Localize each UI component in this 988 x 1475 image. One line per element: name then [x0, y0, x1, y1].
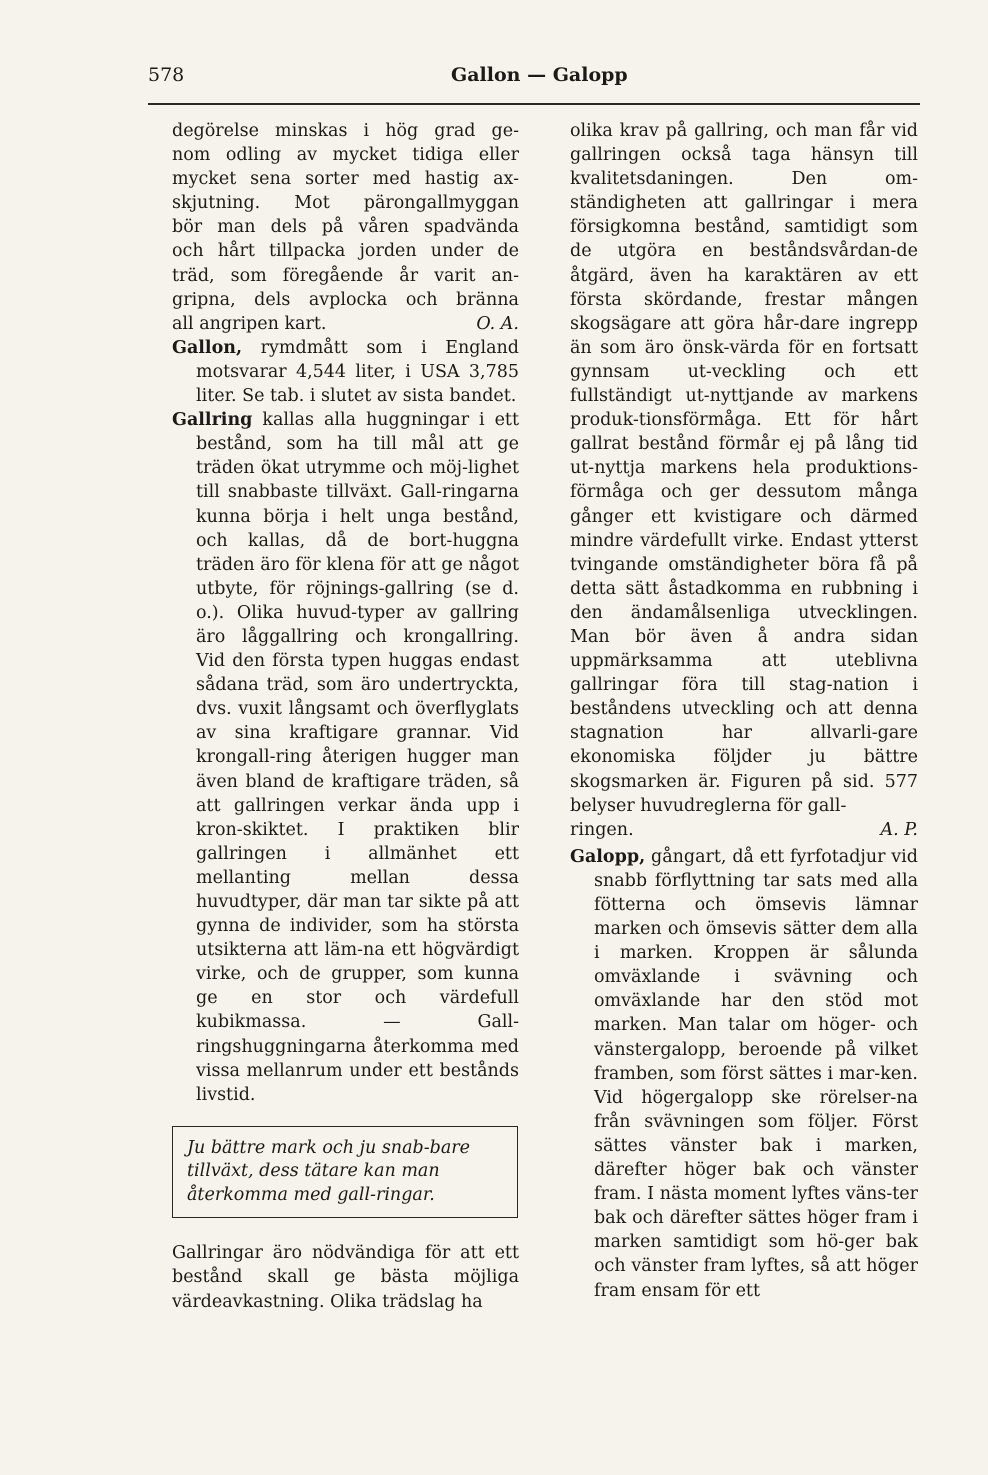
entry-text [570, 845, 918, 1303]
line: bör man dels på våren spadvända [172, 217, 519, 238]
running-head: Gallon — Galopp [451, 64, 628, 86]
box-quote: Ju bättre mark och ju snab-bare tillväxt, dess tätare kan man återkomma med gall-ringar. [187, 1137, 470, 1205]
paragraph: Gallringar äro nödvändiga för att ett bestånd skall ge bästa möjliga värdeavkastning. Olika trädslag ha [172, 1243, 519, 1312]
last-line [570, 818, 918, 842]
page-number: 578 [148, 64, 185, 86]
header-rule [148, 103, 920, 105]
entry-galopp [570, 845, 918, 1303]
paragraph-continuation [172, 119, 519, 336]
paragraph [570, 119, 918, 818]
entry-text [172, 408, 519, 1107]
entry-body: gångart, då ett fyrfotadjur vid snabb förflyttning tar sats med alla fötterna och ömsevis lämnar marken och ömsevis sätter dem alla i marken. Kroppen är sålunda omväxlande i svävning och omväxlande har den stöd mot marken. Man talar om höger- och vänstergalopp, beroende på vilket framben, som först sättes i mar-ken. Vid högergalopp ske rörelser-na från svävningen som följer. Först sättes vänster bak i marken, därefter höger bak och vänster fram. I nästa moment lyftes väns-ter bak och därefter sättes höger fram i marken samtidigt som hö-ger bak och vänster fram lyftes, så att höger fram ensam för ett [594, 846, 918, 1301]
paragraph-text: olika krav på gallring, och man får vid gallringen också taga hänsyn till kvalitetsdaningen. Den om-ständigheten att gallringar i mera försigkomna bestånd, samtidigt som de utgöra en beståndsvårdan-de åtgärd, även ha karaktären av ett första skördande, frestar mången skogsägare att göra hår-dare ingrepp än som äro önsk-värda för en fortsatt gynnsam ut-veckling och ett fullständigt ut-nyttjande av markens produk-tionsförmåga. Ett för hårt gallrat bestånd förmår ej på lång tid ut-nyttja markens hela produktions-förmåga och ger dessutom många gånger ett kvistigare och därmed mindre värdefullt virke. Endast ytterst tvingande omständigheter böra få på detta sätt åstadkomma en rubbning i den ändamålsenliga utvecklingen. Man bör även å andra sidan uppmärksamma att uteblivna gallringar föra till stag-nation i beståndens utveckling och att denna stagnation har allvarli-gare ekonomiska följder ju bättre skogsmarken är. Figuren på sid. 577 belyser huvudreglerna för gall- [570, 121, 918, 816]
line: degörelse minskas i hög grad ge- [172, 121, 519, 141]
author-signature: O. A. [476, 313, 519, 334]
entry-gallon [172, 336, 519, 408]
line: träd, som föregående år varit an- [172, 265, 519, 286]
left-column [172, 119, 519, 1314]
last-line-text: all angripen kart. [172, 313, 327, 334]
headword: Galopp, [570, 846, 646, 867]
line: mycket sena sorter med hastig ax- [172, 169, 519, 190]
last-line-text: ringen. [570, 819, 634, 840]
page-header [148, 64, 918, 94]
entry-gallring [172, 408, 519, 1107]
line: nom odling av mycket tidiga eller [172, 145, 519, 166]
line: gripna, dels avplocka och bränna [172, 289, 519, 310]
author-signature: A. P. [880, 819, 918, 840]
headword: Gallring [172, 410, 253, 431]
entry-text [172, 336, 519, 408]
entry-body: rymdmått som i England motsvarar 4,544 liter, i USA 3,785 liter. Se tab. i slutet av sista bandet. [196, 337, 519, 407]
line: och hårt tillpacka jorden under de [172, 241, 519, 262]
line: skjutning. Mot pärongallmyggan [172, 193, 519, 214]
right-column [570, 119, 918, 1303]
headword: Gallon, [172, 337, 243, 358]
highlight-box [172, 1126, 518, 1219]
entry-body: kallas alla huggningar i ett bestånd, som ha till mål att ge träden ökat utrymme och möj-lighet till snabbaste tillväxt. Gall-ringarna kunna börja i helt unga bestånd, och kallas, då de bort-huggna träden äro för klena för att ge något utbyte, för röjnings-gallring (se d. o.). Olika huvud-typer av gallring äro låggallring och krongallring. Vid den första typen huggas endast sådana träd, som äro undertryckta, dvs. vuxit långsamt och överflyglats av sina kraftigare grannar. Vid krongall-ring återigen hugger man även bland de kraftigare träden, så att gallringen verkar ända upp i kron-skiktet. I praktiken blir gallringen i allmänhet ett mellanting mellan dessa huvudtyper, där man tar sikte på att gynna de individer, som ha största utsikterna att läm-na ett högvärdigt virke, och de grupper, som kunna ge en stor och värdefull kubikmassa. — Gall-ringshuggningarna återkomma med vissa mellanrum under ett bestånds livstid. [196, 410, 519, 1105]
last-line [172, 312, 519, 336]
